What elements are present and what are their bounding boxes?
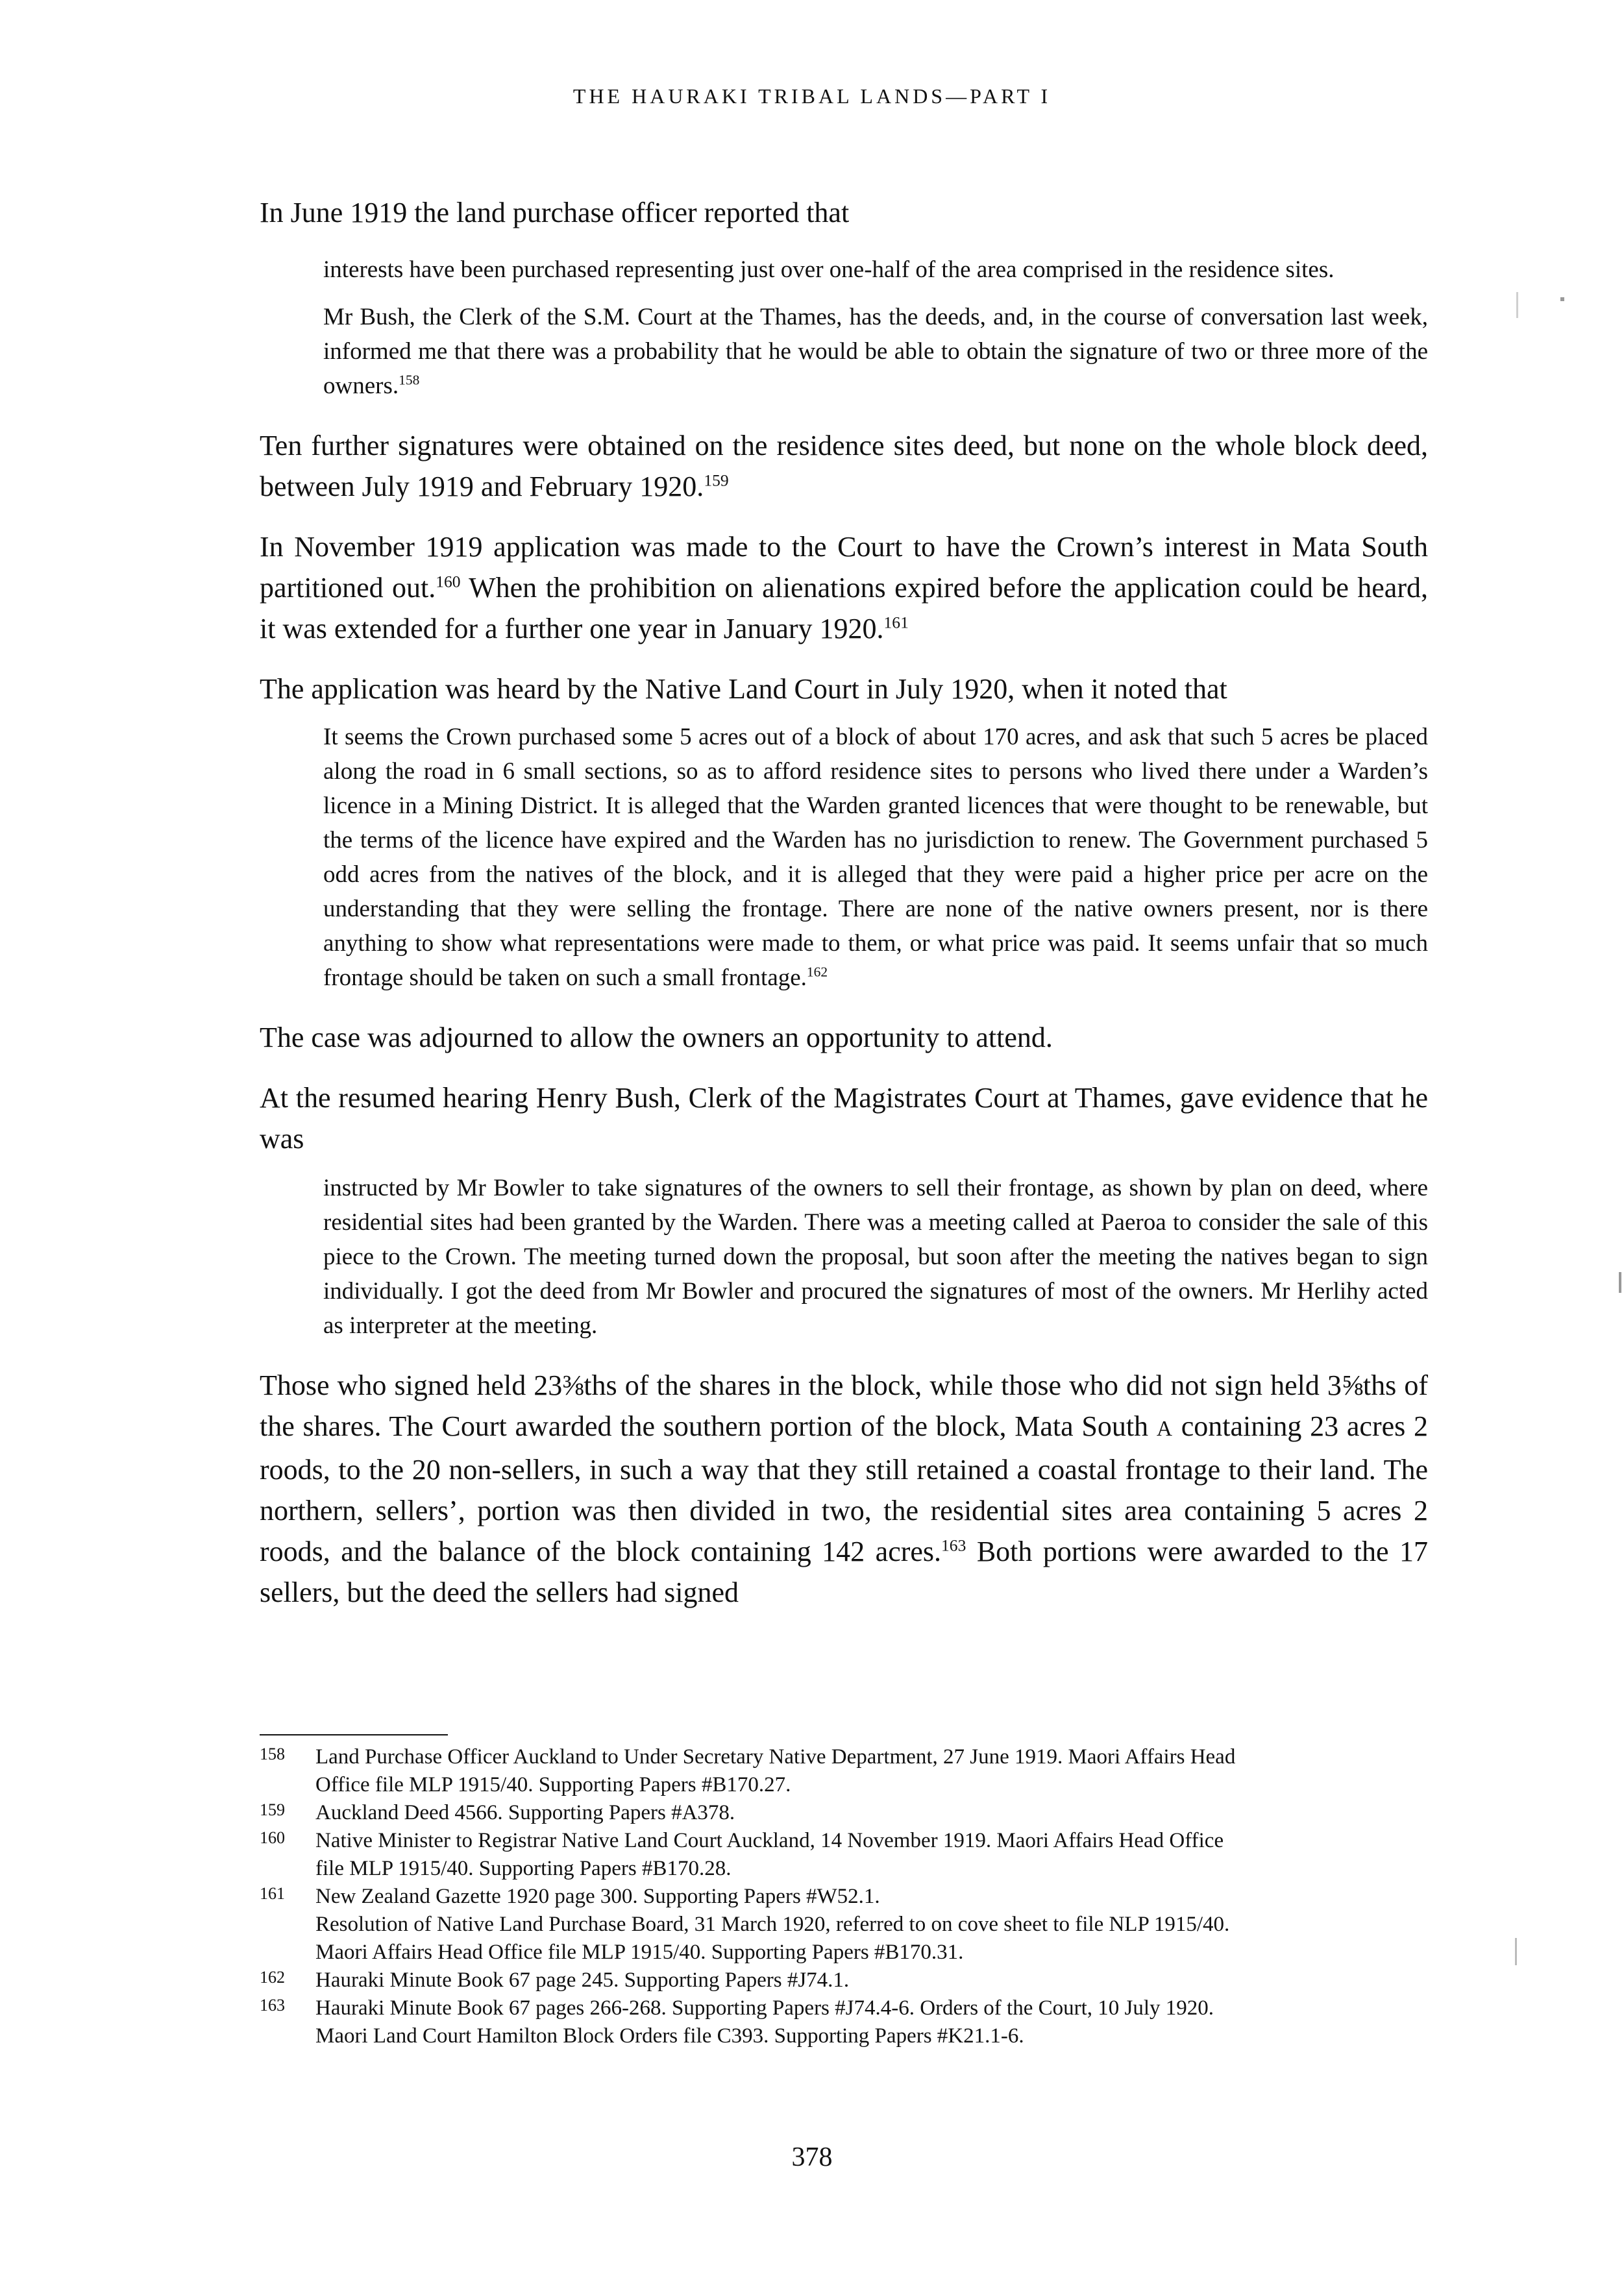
footnote-ref[interactable]: 160 <box>436 572 461 591</box>
footnote-text <box>315 1799 1428 1827</box>
footnotes <box>260 1743 1428 2050</box>
footnote-162 <box>260 1967 1428 1994</box>
quote-paragraph <box>323 252 1428 287</box>
footnote-number: 159 <box>260 1800 285 1819</box>
footnote-160 <box>260 1827 1428 1883</box>
footnote-line: Hauraki Minute Book 67 pages 266-268. Supporting Papers #J74.4-6. Orders of the Court, 10 July 1920. <box>315 1996 1214 2020</box>
footnote-divider <box>260 1734 448 1735</box>
paragraph-text: containing 23 acres 2 roods, to the 20 non-sellers, in such a way that they still retained a coastal frontage to their land. The northern, sellers’, portion was then divided in two, the residential sites area containing 5 acres 2 roods, and the balance of the block containing 142 acres. <box>260 1410 1428 1567</box>
footnote-line: file MLP 1915/40. Supporting Papers #B170.28. <box>315 1857 732 1880</box>
running-head: THE HAURAKI TRIBAL LANDS—PART I <box>572 84 1052 108</box>
block-quote <box>260 1171 1428 1343</box>
footnote-text <box>315 1743 1428 1799</box>
paragraph-text: In June 1919 the land purchase officer reported that <box>260 197 850 228</box>
quote-paragraph <box>323 720 1428 995</box>
paragraph-text: In November 1919 application was made to the Court to have the Crown’s interest in Mata South partitioned out. <box>260 531 1428 604</box>
quote-text: It seems the Crown purchased some 5 acres out of a block of about 170 acres, and ask that such 5 acres be placed along the road in 6 small sections, so as to afford residence sites to persons who lived there under a Warden’s licence in a Mining District. It is alleged that the Warden granted licences that were thought to be renewable, but the terms of the licence have expired and the Warden has no jurisdiction to renew. The Government purchased 5 odd acres from the natives of the block, and it is alleged that they were paid a higher price per acre on the understanding that they were selling the frontage. There are none of the native owners present, nor is there anything to show what representations were made to them, or what price was paid. It seems unfair that so much frontage should be taken on such a small frontage. <box>323 724 1428 991</box>
paragraph <box>260 425 1428 507</box>
footnote-line: Land Purchase Officer Auckland to Under Secretary Native Department, 27 June 1919. Maori Affairs Head <box>315 1745 1236 1769</box>
quote-text: instructed by Mr Bowler to take signatures of the owners to sell their frontage, as shown by plan on deed, where residential sites had been granted by the Warden. There was a meeting called at Paeroa to consider the sale of this piece to the Crown. The meeting turned down the proposal, but soon after the meeting the natives began to sign individually. I got the deed from Mr Bowler and procured the signatures of most of the owners. Mr Herlihy acted as interpreter at the meeting. <box>323 1175 1428 1339</box>
footnote-ref[interactable]: 163 <box>941 1536 966 1555</box>
footnote-ref[interactable]: 162 <box>806 964 828 980</box>
small-caps-letter: A <box>1156 1417 1173 1441</box>
footnote-text <box>315 1827 1428 1883</box>
footnote-number: 161 <box>260 1884 285 1903</box>
footnote-163 <box>260 1994 1428 2050</box>
scan-mark <box>1516 292 1518 318</box>
paragraph-text: When the prohibition on alienations expired before the application could be heard, it was extended for a further one year in January 1920. <box>260 572 1428 644</box>
footnote-ref[interactable]: 161 <box>883 613 909 632</box>
footnote-number: 162 <box>260 1968 285 1987</box>
footnote-line: Hauraki Minute Book 67 page 245. Supporting Papers #J74.1. <box>315 1968 850 1992</box>
paragraph <box>260 192 1428 233</box>
quote-text: interests have been purchased representing just over one-half of the area comprised in the residence sites. <box>323 256 1335 283</box>
paragraph-text: At the resumed hearing Henry Bush, Clerk of the Magistrates Court at Thames, gave evidence that he was <box>260 1082 1428 1155</box>
footnote-line: New Zealand Gazette 1920 page 300. Supporting Papers #W52.1. <box>315 1885 880 1908</box>
paragraph-text: Those who signed held 23⅜ths of the shares in the block, while those who did not sign held 3⅝ths of the shares. The Court awarded the southern portion of the block, Mata South <box>260 1369 1428 1442</box>
page-number: 378 <box>791 2142 833 2172</box>
scan-mark <box>1515 1938 1517 1965</box>
quote-paragraph <box>323 300 1428 403</box>
footnote-number: 160 <box>260 1828 285 1847</box>
footnote-159 <box>260 1799 1428 1827</box>
footnote-text <box>315 1994 1428 2050</box>
footnote-line: Resolution of Native Land Purchase Board, 31 March 1920, referred to on cove sheet to file NLP 1915/40. <box>315 1913 1230 1936</box>
footnote-number: 163 <box>260 1996 285 2015</box>
block-quote <box>260 720 1428 995</box>
scan-mark <box>1619 1272 1621 1293</box>
footnote-ref[interactable]: 159 <box>704 471 729 490</box>
quote-paragraph <box>323 1171 1428 1343</box>
footnote-text <box>315 1883 1428 1967</box>
quote-text: Mr Bush, the Clerk of the S.M. Court at the Thames, has the deeds, and, in the course of conversation last week, informed me that there was a probability that he would be able to obtain the signature of two or three more of the owners. <box>323 304 1428 399</box>
footnote-158 <box>260 1743 1428 1799</box>
paragraph <box>260 668 1428 709</box>
footnote-line: Office file MLP 1915/40. Supporting Papers #B170.27. <box>315 1773 791 1796</box>
paragraph-text: The application was heard by the Native Land Court in July 1920, when it noted that <box>260 673 1227 705</box>
paragraph <box>260 1365 1428 1613</box>
paragraph-text: Both portions were awarded to the 17 sellers, but the deed the sellers had signed <box>260 1536 1429 1608</box>
paragraph <box>260 1077 1428 1159</box>
footnote-number: 158 <box>260 1745 285 1763</box>
paragraph-text: Ten further signatures were obtained on the residence sites deed, but none on the whole block deed, between July 1919 and February 1920. <box>260 430 1428 502</box>
footnote-161 <box>260 1883 1428 1967</box>
block-quote <box>260 252 1428 403</box>
paragraph <box>260 1017 1428 1058</box>
footnote-line: Maori Land Court Hamilton Block Orders file C393. Supporting Papers #K21.1-6. <box>315 2024 1024 2048</box>
body-text <box>260 192 1428 1632</box>
footnote-text <box>315 1967 1428 1994</box>
footnote-line: Auckland Deed 4566. Supporting Papers #A378. <box>315 1801 735 1824</box>
paragraph <box>260 526 1428 649</box>
paragraph-text: The case was adjourned to allow the owners an opportunity to attend. <box>260 1022 1053 1053</box>
scan-mark <box>1560 297 1564 301</box>
footnote-line: Native Minister to Registrar Native Land Court Auckland, 14 November 1919. Maori Affairs Head Office <box>315 1829 1224 1852</box>
footnote-line: Maori Affairs Head Office file MLP 1915/40. Supporting Papers #B170.31. <box>315 1941 964 1964</box>
footnote-ref[interactable]: 158 <box>399 372 420 388</box>
